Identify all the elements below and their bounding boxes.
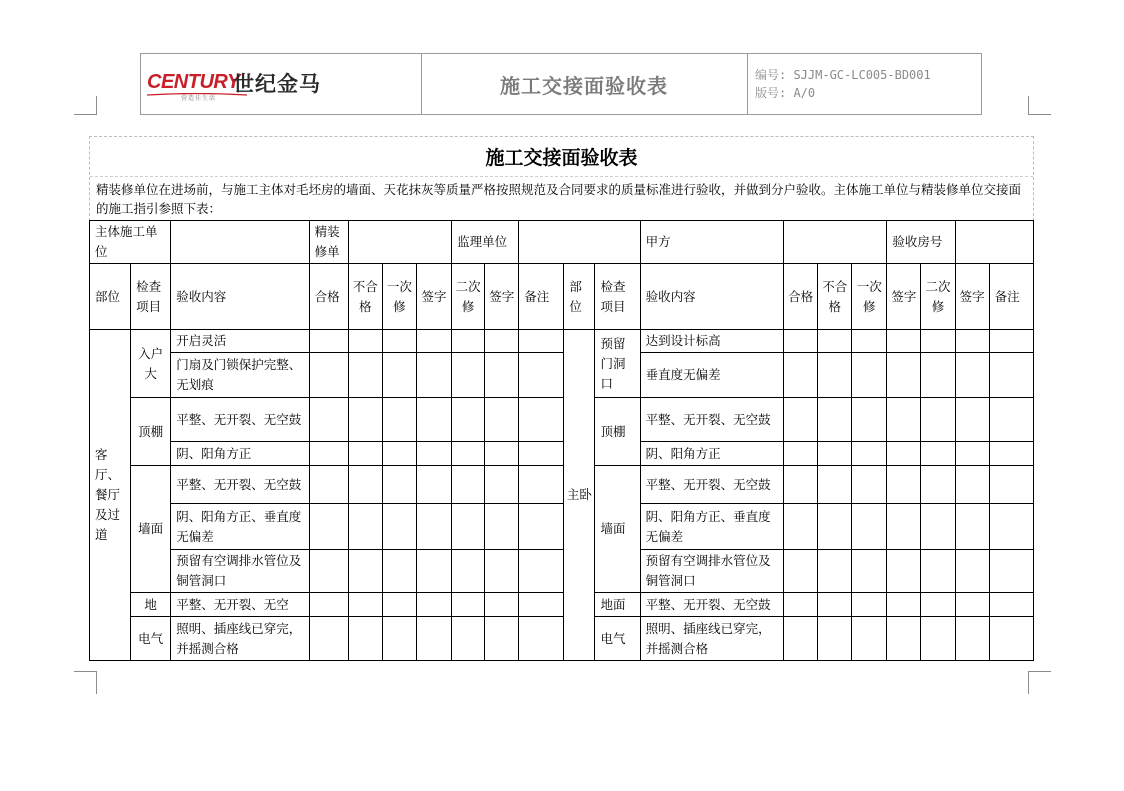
table-row bbox=[90, 593, 1034, 617]
check-cell[interactable] bbox=[852, 466, 887, 504]
check-cell[interactable] bbox=[784, 398, 818, 442]
check-cell[interactable] bbox=[309, 330, 348, 353]
check-cell[interactable] bbox=[382, 550, 416, 593]
col-header-second-fix: 二次修 bbox=[921, 264, 955, 330]
check-cell[interactable] bbox=[887, 617, 921, 661]
check-cell[interactable] bbox=[519, 617, 564, 661]
check-cell[interactable] bbox=[519, 398, 564, 442]
check-cell[interactable] bbox=[519, 466, 564, 504]
check-cell[interactable] bbox=[852, 617, 887, 661]
col-header-first-fix: 一次修 bbox=[382, 264, 416, 330]
check-cell[interactable] bbox=[887, 442, 921, 466]
check-cell[interactable] bbox=[818, 550, 852, 593]
check-cell[interactable] bbox=[382, 330, 416, 353]
check-cell[interactable] bbox=[485, 504, 519, 550]
check-cell[interactable] bbox=[921, 550, 955, 593]
content-cell: 阴、阳角方正、垂直度无偏差 bbox=[640, 504, 783, 550]
right-item-door: 预留门洞口 bbox=[595, 330, 640, 398]
check-cell[interactable] bbox=[989, 330, 1033, 353]
content-cell: 门扇及门锁保护完整、无划痕 bbox=[171, 353, 309, 398]
content-cell: 阴、阳角方正、垂直度无偏差 bbox=[171, 504, 309, 550]
check-cell[interactable] bbox=[989, 466, 1033, 504]
check-cell[interactable] bbox=[887, 593, 921, 617]
check-cell[interactable] bbox=[452, 442, 485, 466]
check-cell[interactable] bbox=[382, 593, 416, 617]
check-cell[interactable] bbox=[382, 617, 416, 661]
header-row bbox=[90, 264, 1034, 330]
check-cell[interactable] bbox=[784, 466, 818, 504]
check-cell[interactable] bbox=[989, 617, 1033, 661]
check-cell[interactable] bbox=[955, 466, 989, 504]
right-item-wall: 墙面 bbox=[595, 466, 640, 593]
check-cell[interactable] bbox=[348, 617, 382, 661]
check-cell[interactable] bbox=[955, 398, 989, 442]
room-number-label: 验收房号 bbox=[887, 221, 955, 264]
check-cell[interactable] bbox=[921, 617, 955, 661]
check-cell[interactable] bbox=[989, 593, 1033, 617]
check-cell[interactable] bbox=[416, 442, 451, 466]
check-cell[interactable] bbox=[955, 442, 989, 466]
right-item-ceiling: 顶棚 bbox=[595, 398, 640, 466]
check-cell[interactable] bbox=[989, 550, 1033, 593]
check-cell[interactable] bbox=[921, 593, 955, 617]
left-item-ceiling: 顶棚 bbox=[131, 398, 171, 466]
check-cell[interactable] bbox=[519, 442, 564, 466]
check-cell[interactable] bbox=[309, 442, 348, 466]
col-header-content: 验收内容 bbox=[171, 264, 309, 330]
check-cell[interactable] bbox=[485, 550, 519, 593]
check-cell[interactable] bbox=[416, 330, 451, 353]
check-cell[interactable] bbox=[382, 504, 416, 550]
content-cell: 照明、插座线已穿完，并摇测合格 bbox=[171, 617, 309, 661]
check-cell[interactable] bbox=[852, 504, 887, 550]
check-cell[interactable] bbox=[784, 550, 818, 593]
check-cell[interactable] bbox=[485, 330, 519, 353]
col-header-remark: 备注 bbox=[519, 264, 564, 330]
check-cell[interactable] bbox=[955, 330, 989, 353]
check-cell[interactable] bbox=[348, 398, 382, 442]
check-cell[interactable] bbox=[348, 353, 382, 398]
check-cell[interactable] bbox=[416, 353, 451, 398]
content-cell: 垂直度无偏差 bbox=[640, 353, 783, 398]
check-cell[interactable] bbox=[416, 398, 451, 442]
check-cell[interactable] bbox=[519, 353, 564, 398]
check-cell[interactable] bbox=[818, 330, 852, 353]
header-meta bbox=[755, 66, 931, 102]
check-cell[interactable] bbox=[989, 398, 1033, 442]
table-row bbox=[90, 330, 1034, 353]
table-row bbox=[90, 617, 1034, 661]
content-cell: 照明、插座线已穿完，并摇测合格 bbox=[640, 617, 783, 661]
check-cell[interactable] bbox=[452, 617, 485, 661]
right-item-electrical: 电气 bbox=[595, 617, 640, 661]
check-cell[interactable] bbox=[452, 466, 485, 504]
check-cell[interactable] bbox=[818, 504, 852, 550]
table-row bbox=[90, 353, 1034, 398]
check-cell[interactable] bbox=[955, 353, 989, 398]
header-title: 施工交接面验收表 bbox=[421, 54, 748, 114]
table-row bbox=[90, 504, 1034, 550]
logo-chinese: 世纪金马 bbox=[233, 72, 321, 96]
check-cell[interactable] bbox=[887, 353, 921, 398]
check-cell[interactable] bbox=[852, 330, 887, 353]
check-cell[interactable] bbox=[309, 593, 348, 617]
check-cell[interactable] bbox=[818, 593, 852, 617]
check-cell[interactable] bbox=[309, 617, 348, 661]
crop-mark bbox=[1028, 671, 1051, 694]
check-cell[interactable] bbox=[348, 550, 382, 593]
content-cell: 开启灵活 bbox=[171, 330, 309, 353]
col-header-pass: 合格 bbox=[309, 264, 348, 330]
document-code: 编号: SJJM-GC-LC005-BD001 bbox=[755, 68, 931, 82]
inspection-table bbox=[89, 220, 1034, 661]
check-cell[interactable] bbox=[818, 466, 852, 504]
check-cell[interactable] bbox=[784, 330, 818, 353]
document-version: 版号: A/0 bbox=[755, 86, 816, 100]
left-item-electrical: 电气 bbox=[131, 617, 171, 661]
supervision-value[interactable] bbox=[519, 221, 640, 264]
room-number-value[interactable] bbox=[955, 221, 1033, 264]
check-cell[interactable] bbox=[382, 442, 416, 466]
col-header-sign: 签字 bbox=[416, 264, 451, 330]
col-header-item: 检查项目 bbox=[131, 264, 171, 330]
col-header-fail: 不合格 bbox=[818, 264, 852, 330]
check-cell[interactable] bbox=[921, 442, 955, 466]
logo-english: CENTURY bbox=[147, 71, 240, 93]
check-cell[interactable] bbox=[519, 550, 564, 593]
col-header-sign: 签字 bbox=[887, 264, 921, 330]
col-header-sign: 签字 bbox=[955, 264, 989, 330]
content-cell: 平整、无开裂、无空鼓 bbox=[640, 593, 783, 617]
check-cell[interactable] bbox=[382, 398, 416, 442]
col-header-remark: 备注 bbox=[989, 264, 1033, 330]
check-cell[interactable] bbox=[309, 504, 348, 550]
content-cell: 平整、无开裂、无空鼓 bbox=[171, 466, 309, 504]
check-cell[interactable] bbox=[887, 398, 921, 442]
check-cell[interactable] bbox=[485, 442, 519, 466]
owner-value[interactable] bbox=[784, 221, 887, 264]
check-cell[interactable] bbox=[519, 593, 564, 617]
check-cell[interactable] bbox=[416, 550, 451, 593]
check-cell[interactable] bbox=[818, 617, 852, 661]
col-header-second-fix: 二次修 bbox=[452, 264, 485, 330]
check-cell[interactable] bbox=[852, 398, 887, 442]
check-cell[interactable] bbox=[452, 504, 485, 550]
check-cell[interactable] bbox=[921, 353, 955, 398]
check-cell[interactable] bbox=[309, 550, 348, 593]
main-contractor-value[interactable] bbox=[171, 221, 309, 264]
check-cell[interactable] bbox=[382, 466, 416, 504]
check-cell[interactable] bbox=[784, 617, 818, 661]
content-cell: 平整、无开裂、无空 bbox=[171, 593, 309, 617]
content-cell: 平整、无开裂、无空鼓 bbox=[640, 466, 783, 504]
check-cell[interactable] bbox=[955, 504, 989, 550]
check-cell[interactable] bbox=[818, 398, 852, 442]
logo-tagline: 营造佳生活 bbox=[181, 95, 217, 102]
check-cell[interactable] bbox=[955, 593, 989, 617]
crop-mark bbox=[1028, 96, 1051, 115]
col-header-first-fix: 一次修 bbox=[852, 264, 887, 330]
check-cell[interactable] bbox=[519, 330, 564, 353]
check-cell[interactable] bbox=[921, 398, 955, 442]
check-cell[interactable] bbox=[852, 550, 887, 593]
check-cell[interactable] bbox=[485, 466, 519, 504]
left-item-entry: 入户大 bbox=[131, 330, 171, 398]
check-cell[interactable] bbox=[921, 330, 955, 353]
check-cell[interactable] bbox=[852, 442, 887, 466]
check-cell[interactable] bbox=[309, 466, 348, 504]
content-cell: 达到设计标高 bbox=[640, 330, 783, 353]
check-cell[interactable] bbox=[452, 330, 485, 353]
check-cell[interactable] bbox=[348, 442, 382, 466]
col-header-pass: 合格 bbox=[784, 264, 818, 330]
check-cell[interactable] bbox=[784, 504, 818, 550]
main-contractor-label: 主体施工单位 bbox=[90, 221, 171, 264]
col-header-item: 检查项目 bbox=[595, 264, 640, 330]
check-cell[interactable] bbox=[348, 466, 382, 504]
check-cell[interactable] bbox=[485, 617, 519, 661]
supervision-label: 监理单位 bbox=[452, 221, 519, 264]
check-cell[interactable] bbox=[309, 398, 348, 442]
decoration-unit-value[interactable] bbox=[348, 221, 451, 264]
document-header bbox=[140, 53, 982, 115]
col-header-sign: 签字 bbox=[485, 264, 519, 330]
content-cell: 阴、阳角方正 bbox=[640, 442, 783, 466]
check-cell[interactable] bbox=[416, 593, 451, 617]
check-cell[interactable] bbox=[989, 353, 1033, 398]
check-cell[interactable] bbox=[485, 593, 519, 617]
table-row bbox=[90, 550, 1034, 593]
left-part-cell: 客厅、餐厅及过道 bbox=[90, 330, 131, 661]
check-cell[interactable] bbox=[348, 504, 382, 550]
content-cell: 平整、无开裂、无空鼓 bbox=[171, 398, 309, 442]
check-cell[interactable] bbox=[955, 550, 989, 593]
right-item-floor: 地面 bbox=[595, 593, 640, 617]
check-cell[interactable] bbox=[955, 617, 989, 661]
check-cell[interactable] bbox=[452, 593, 485, 617]
check-cell[interactable] bbox=[887, 330, 921, 353]
check-cell[interactable] bbox=[921, 504, 955, 550]
check-cell[interactable] bbox=[818, 353, 852, 398]
table-row bbox=[90, 398, 1034, 442]
col-header-part: 部位 bbox=[90, 264, 131, 330]
check-cell[interactable] bbox=[852, 593, 887, 617]
left-item-wall: 墙面 bbox=[131, 466, 171, 593]
table-row bbox=[90, 466, 1034, 504]
check-cell[interactable] bbox=[485, 398, 519, 442]
check-cell[interactable] bbox=[887, 504, 921, 550]
check-cell[interactable] bbox=[887, 466, 921, 504]
info-row bbox=[90, 221, 1034, 264]
check-cell[interactable] bbox=[784, 593, 818, 617]
content-cell: 预留有空调排水管位及铜管洞口 bbox=[640, 550, 783, 593]
check-cell[interactable] bbox=[818, 442, 852, 466]
check-cell[interactable] bbox=[784, 353, 818, 398]
crop-mark bbox=[74, 96, 97, 115]
crop-mark bbox=[74, 671, 97, 694]
table-row bbox=[90, 442, 1034, 466]
check-cell[interactable] bbox=[382, 353, 416, 398]
divider bbox=[90, 176, 1033, 177]
check-cell[interactable] bbox=[416, 617, 451, 661]
check-cell[interactable] bbox=[452, 398, 485, 442]
content-cell: 预留有空调排水管位及铜管洞口 bbox=[171, 550, 309, 593]
check-cell[interactable] bbox=[887, 550, 921, 593]
company-logo bbox=[141, 54, 422, 114]
owner-label: 甲方 bbox=[640, 221, 783, 264]
check-cell[interactable] bbox=[852, 353, 887, 398]
decoration-unit-label: 精装修单 bbox=[309, 221, 348, 264]
content-cell: 平整、无开裂、无空鼓 bbox=[640, 398, 783, 442]
intro-paragraph: 精装修单位在进场前，与施工主体对毛坯房的墙面、天花抹灰等质量严格按照规范及合同要求的质量标准进行验收，并做到分户验收。主体施工单位与精装修单位交接面的施工指引参照下表： bbox=[96, 182, 1022, 216]
left-item-floor: 地 bbox=[131, 593, 171, 617]
check-cell[interactable] bbox=[348, 330, 382, 353]
check-cell[interactable] bbox=[519, 504, 564, 550]
page-title: 施工交接面验收表 bbox=[485, 147, 638, 169]
col-header-content: 验收内容 bbox=[640, 264, 783, 330]
check-cell[interactable] bbox=[309, 353, 348, 398]
col-header-fail: 不合格 bbox=[348, 264, 382, 330]
check-cell[interactable] bbox=[989, 442, 1033, 466]
check-cell[interactable] bbox=[348, 593, 382, 617]
right-part-cell: 主卧 bbox=[564, 330, 595, 661]
check-cell[interactable] bbox=[416, 466, 451, 504]
col-header-part: 部位 bbox=[564, 264, 595, 330]
check-cell[interactable] bbox=[452, 353, 485, 398]
check-cell[interactable] bbox=[416, 504, 451, 550]
check-cell[interactable] bbox=[485, 353, 519, 398]
check-cell[interactable] bbox=[921, 466, 955, 504]
check-cell[interactable] bbox=[452, 550, 485, 593]
check-cell[interactable] bbox=[989, 504, 1033, 550]
check-cell[interactable] bbox=[784, 442, 818, 466]
content-cell: 阴、阳角方正 bbox=[171, 442, 309, 466]
